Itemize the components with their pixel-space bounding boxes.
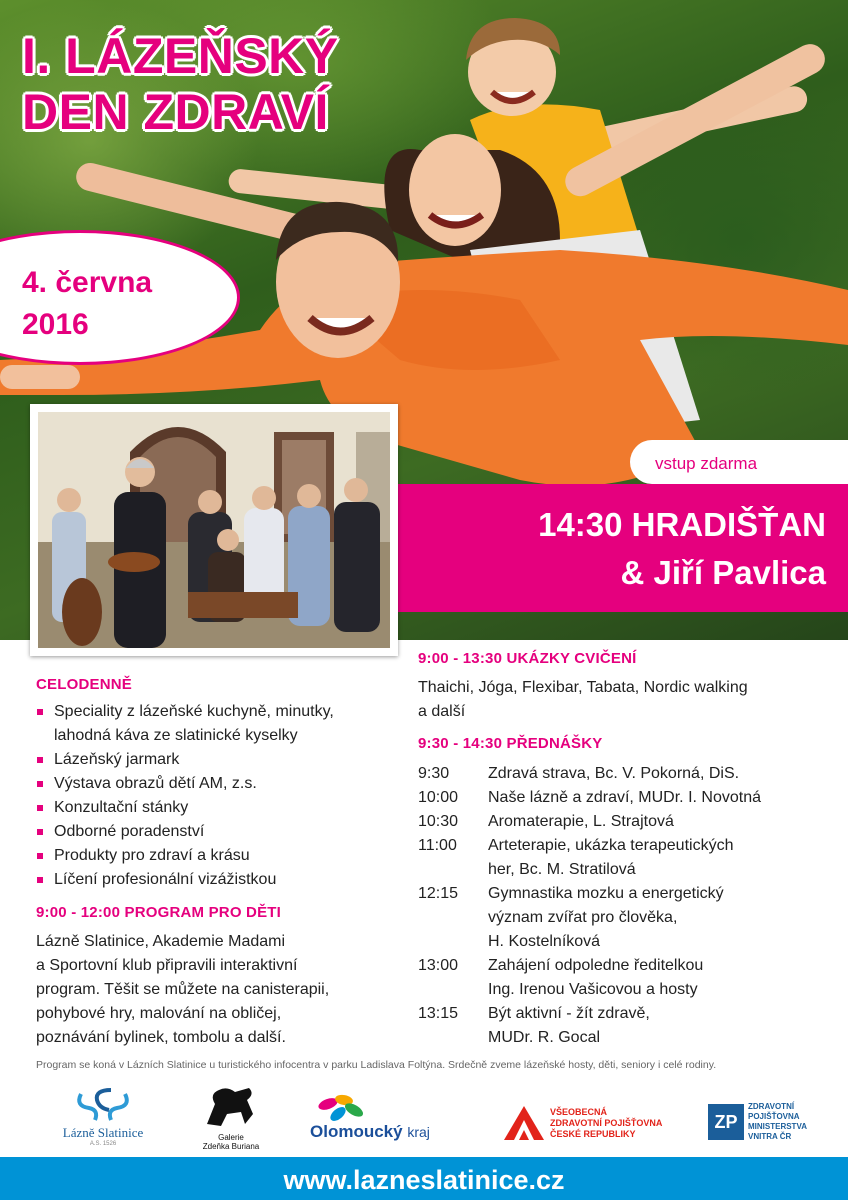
title-line-1: I. LÁZEŇSKÝ [22, 28, 339, 84]
list-item: Líčení profesionální vizážistkou [36, 868, 406, 892]
list-item: Konzultační stánky [36, 796, 406, 820]
concert-banner [396, 484, 848, 612]
bullet-icon [37, 853, 43, 859]
list-item: Výstava obrazů dětí AM, z.s. [36, 772, 406, 796]
footnote: Program se koná v Lázních Slatinice u turistického infocentra v parku Ladislava Foltýna. Srdečně zveme lázeňské hosty, děti, seniory i celé rodiny. [36, 1059, 717, 1071]
vzp-icon [504, 1106, 544, 1140]
lectures-heading: 9:30 - 14:30 PŘEDNÁŠKY [418, 735, 603, 752]
schedule-row [418, 810, 818, 834]
partner-logos [0, 1078, 848, 1158]
schedule-description: Zahájení odpoledne ředitelkou Ing. Irenou Vašicovou a hosty [488, 957, 704, 998]
olomoucky-kraj-logo: Olomoucký kraj [306, 1092, 476, 1148]
band-photo [38, 412, 390, 648]
bullet-icon [37, 829, 43, 835]
schedule-description: Arteterapie, ukázka terapeutických her, Bc. M. Stratilová [488, 837, 734, 878]
band-photo-frame [30, 404, 398, 656]
horse-icon [201, 1084, 261, 1128]
list-item: Produkty pro zdraví a krásu [36, 844, 406, 868]
schedule-description: Gymnastika mozku a energetický význam zvířat pro člověka, H. Kostelníková [488, 885, 724, 950]
schedule-row [418, 1002, 818, 1050]
kids-program-heading: 9:00 - 12:00 PROGRAM PRO DĚTI [36, 904, 282, 921]
concert-performer: & Jiří Pavlica [620, 554, 826, 591]
schedule-description: Zdravá strava, Bc. V. Pokorná, DiS. [488, 765, 740, 782]
slatinice-s-icon [73, 1086, 133, 1122]
schedule-row [418, 882, 818, 954]
website-link[interactable]: www.lazneslatinice.cz [283, 1165, 565, 1195]
list-item: Lázeňský jarmark [36, 748, 406, 772]
band-photo-image [38, 412, 390, 648]
date-year: 2016 [22, 308, 89, 341]
bullet-icon [37, 757, 43, 763]
schedule-time: 12:15 [418, 885, 459, 902]
event-title [22, 28, 339, 140]
lecture-schedule [418, 762, 818, 1050]
galerie-buriana-logo: Galerie Zdeňka Buriana [196, 1084, 266, 1156]
schedule-time: 9:30 [418, 765, 450, 782]
schedule-time: 10:00 [418, 789, 459, 806]
concert-title: 14:30 HRADIŠŤAN [538, 506, 826, 543]
schedule-description: Být aktivní - žít zdravě, MUDr. R. Gocal [488, 1005, 650, 1046]
vzp-logo: VŠEOBECNÁ ZDRAVOTNÍ POJIŠŤOVNA ČESKÉ REPUBLIKY [504, 1104, 674, 1144]
title-line-2: DEN ZDRAVÍ [22, 84, 329, 140]
all-day-heading: CELODENNĚ [36, 676, 132, 693]
bullet-icon [37, 877, 43, 883]
schedule-time: 13:15 [418, 1005, 459, 1022]
schedule-description: Naše lázně a zdraví, MUDr. I. Novotná [488, 789, 761, 806]
schedule-time: 10:30 [418, 813, 459, 830]
all-day-list [36, 700, 406, 892]
website-bar [0, 1157, 848, 1200]
bullet-icon [37, 709, 43, 715]
schedule-row [418, 954, 818, 1002]
bullet-icon [37, 805, 43, 811]
bullet-icon [37, 781, 43, 787]
list-item: Odborné poradenství [36, 820, 406, 844]
exercise-heading: 9:00 - 13:30 UKÁZKY CVIČENÍ [418, 650, 637, 667]
schedule-row [418, 834, 818, 882]
schedule-time: 13:00 [418, 957, 459, 974]
date-day: 4. června [22, 266, 153, 299]
list-item: Speciality z lázeňské kuchyně, minutky, lahodná káva ze slatinické kyselky [36, 700, 406, 748]
schedule-time: 11:00 [418, 837, 457, 854]
kids-program-text: Lázně Slatinice, Akademie Madami a Sportovní klub připravili interaktivní program. Těšit se můžete na canisterapii, pohybové hry, malování na obličej, poznávání bylinek, tombolu a další. [36, 933, 330, 1046]
exercise-text: Thaichi, Jóga, Flexibar, Tabata, Nordic walking a další [418, 679, 748, 720]
event-date [22, 262, 152, 346]
schedule-row [418, 786, 818, 810]
schedule-description: Aromaterapie, L. Strajtová [488, 813, 674, 830]
lazne-slatinice-logo: Lázně Slatinice A.S. 1526 [48, 1086, 158, 1156]
schedule-row [418, 762, 818, 786]
zp-icon: ZP [708, 1104, 744, 1140]
free-entry-label: vstup zdarma [655, 454, 758, 473]
flower-icon [310, 1092, 370, 1122]
zpmv-logo: ZP ZDRAVOTNÍ POJIŠŤOVNA MINISTERSTVA VNITRA ČR [708, 1102, 828, 1146]
